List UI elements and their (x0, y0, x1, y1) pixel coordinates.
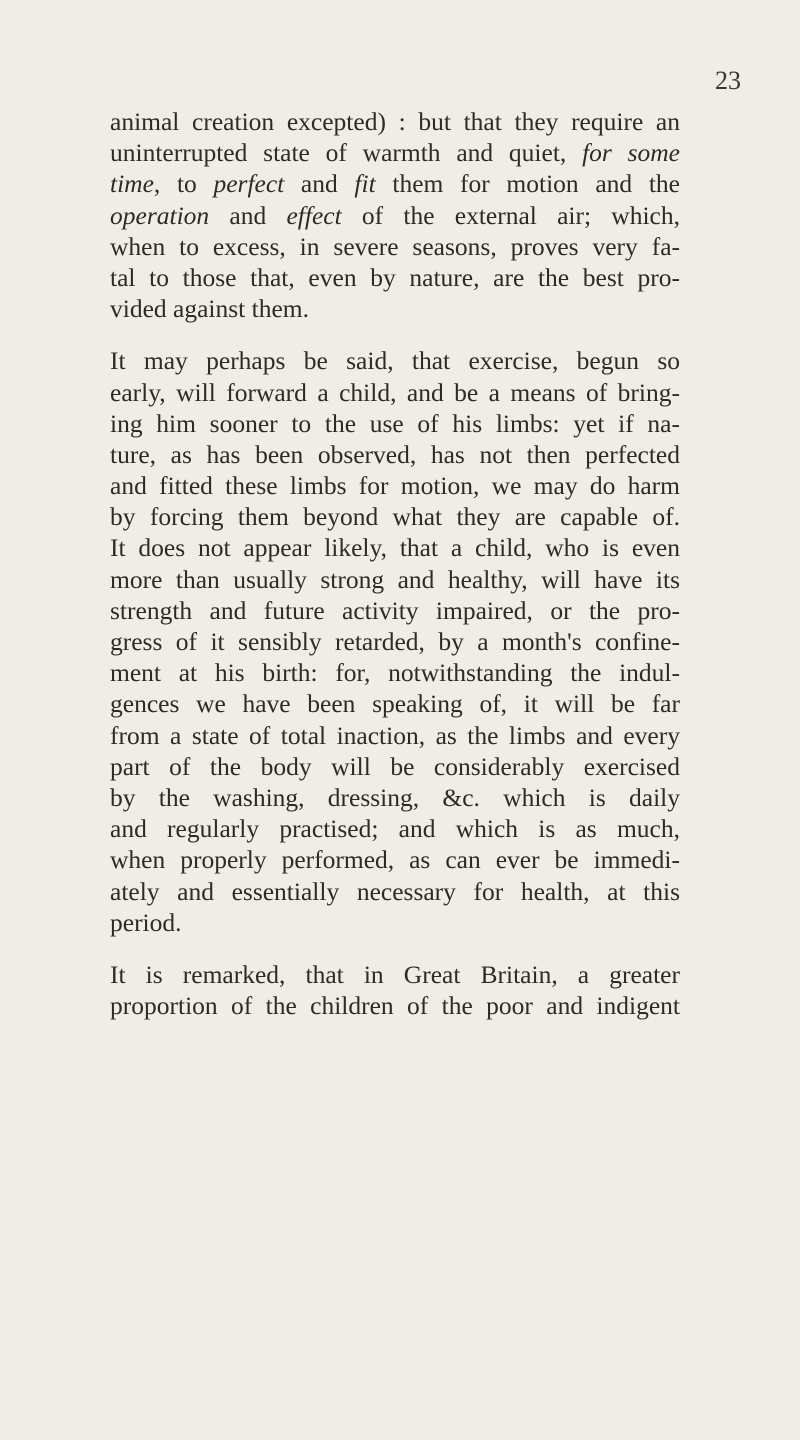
text-run: proportion of the children of the poor and indigent (110, 991, 680, 1021)
text-line (110, 501, 680, 532)
italic-text: time (110, 169, 154, 199)
italic-text: operation (110, 200, 210, 230)
text-run: period. (110, 907, 182, 937)
text-line (110, 782, 680, 813)
text-run: part of the body will be considerably exercised (110, 751, 680, 781)
body-text (110, 106, 680, 1021)
text-run: animal creation excepted) : but that they require an (110, 107, 680, 136)
text-line (110, 470, 680, 501)
text-run: and regularly practised; and which is as much, (110, 814, 680, 844)
text-line (110, 262, 680, 293)
text-line (110, 345, 680, 376)
text-run: and (209, 200, 287, 230)
text-run: vided against them. (110, 294, 309, 324)
text-run: ment at his birth: for, notwithstanding the indul- (110, 658, 680, 688)
text-run: uninterrupted state of warmth and quiet, (110, 138, 583, 168)
text-line (110, 720, 680, 751)
text-line (110, 168, 680, 199)
text-run: when properly performed, as can ever be immedi- (110, 845, 680, 875)
text-run: early, will forward a child, and be a means of bring- (110, 377, 680, 407)
text-line (110, 626, 680, 657)
italic-text: fit (354, 169, 376, 199)
text-line (110, 751, 680, 782)
text-run: them for motion and the (375, 169, 680, 199)
paragraph (110, 959, 680, 1021)
italic-text: for some (582, 138, 681, 168)
text-line (110, 657, 680, 688)
page-number: 23 (715, 66, 741, 95)
italic-text: perfect (213, 169, 285, 199)
text-run: gress of it sensibly retarded, by a month's confine- (110, 627, 680, 656)
text-line (110, 377, 680, 408)
text-line (110, 907, 680, 938)
text-run: by the washing, dressing, &c. which is daily (110, 782, 680, 812)
text-line (110, 231, 680, 262)
text-run: strength and future activity impaired, or the pro- (110, 595, 680, 625)
text-line (110, 876, 680, 907)
italic-text: effect (286, 200, 342, 230)
text-line (110, 959, 680, 990)
text-run: ture, as has been observed, has not then perfected (110, 439, 680, 469)
text-line (110, 532, 680, 563)
text-run: when to excess, in severe seasons, proves very fa- (110, 231, 680, 261)
text-run: by forcing them beyond what they are capable of. (110, 502, 680, 532)
text-line (110, 688, 680, 719)
text-run: ing him sooner to the use of his limbs: yet if na- (110, 408, 680, 438)
text-run: of the external air; which, (341, 200, 680, 230)
text-run: tal to those that, even by nature, are the best pro- (110, 262, 680, 292)
text-line (110, 106, 680, 137)
text-run: gences we have been speaking of, it will be far (110, 689, 680, 719)
text-run: and (284, 169, 355, 199)
text-run: ately and essentially necessary for health, at this (110, 876, 680, 906)
text-line (110, 293, 680, 324)
text-line (110, 564, 680, 595)
text-run: more than usually strong and healthy, will have its (110, 564, 680, 594)
text-line (110, 200, 680, 231)
text-run: It does not appear likely, that a child, who is even (110, 533, 680, 563)
text-line (110, 844, 680, 875)
text-run: from a state of total inaction, as the limbs and every (110, 720, 680, 750)
text-line (110, 439, 680, 470)
text-line (110, 990, 680, 1021)
text-run: and fitted these limbs for motion, we may do harm (110, 471, 680, 501)
text-line (110, 408, 680, 439)
text-line (110, 137, 680, 168)
paragraph (110, 106, 680, 324)
text-run: It is remarked, that in Great Britain, a greater (110, 959, 680, 989)
text-line (110, 813, 680, 844)
text-run: , to (153, 169, 214, 199)
paragraph (110, 345, 680, 938)
text-line (110, 595, 680, 626)
text-run: It may perhaps be said, that exercise, begun so (110, 346, 680, 376)
